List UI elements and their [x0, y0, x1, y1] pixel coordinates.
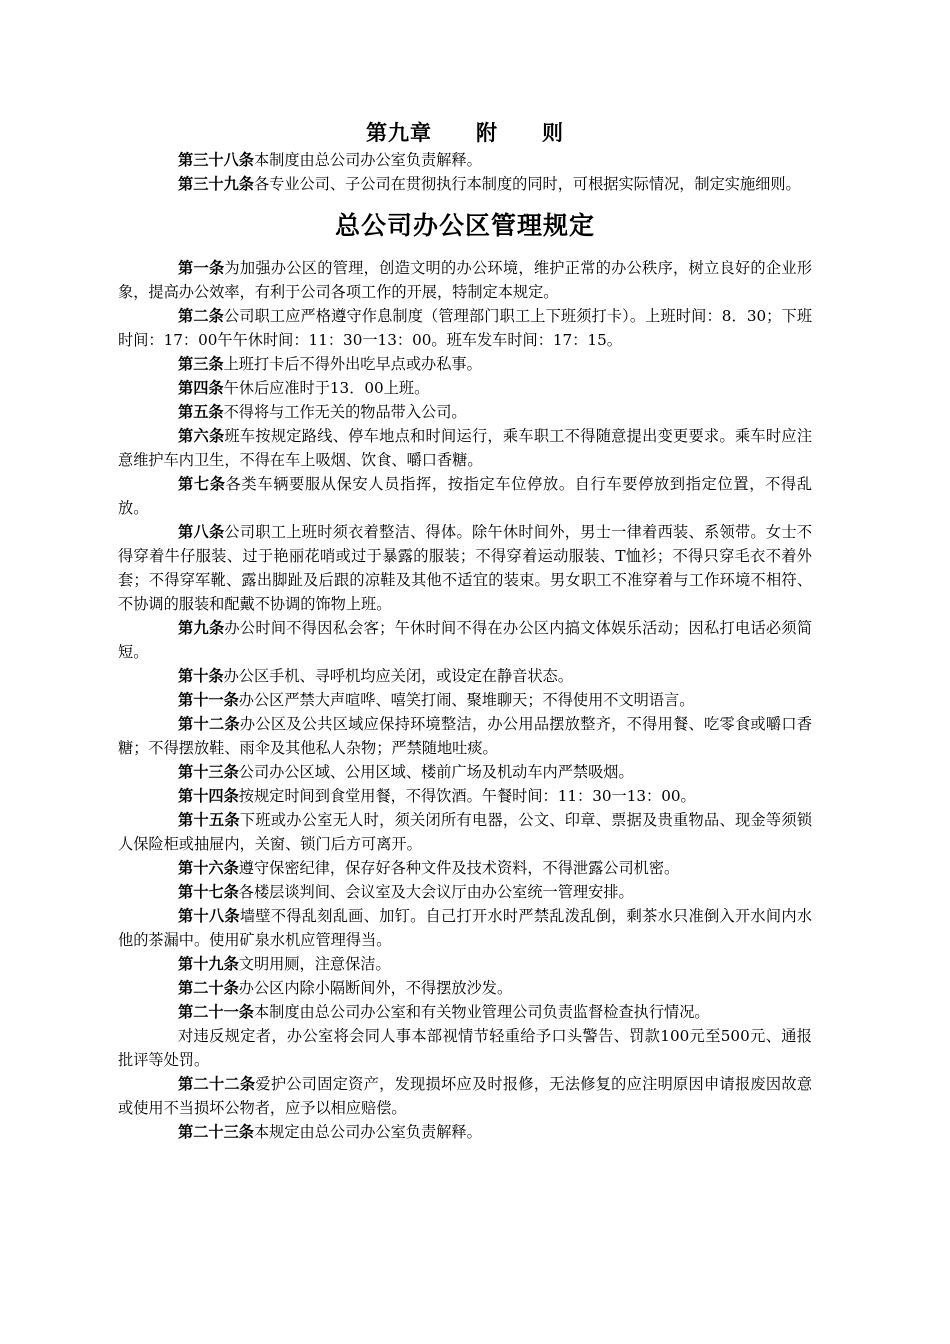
article-paragraph	[118, 952, 812, 976]
article-paragraph	[118, 424, 812, 472]
article-label: 第十五条	[178, 811, 240, 829]
article-paragraph	[118, 376, 812, 400]
article-label: 第七条	[178, 475, 226, 493]
article-text: 办公时间不得因私会客；午休时间不得在办公区内搞文体娱乐活动；因私打电话必须简短。	[118, 619, 813, 661]
article-paragraph	[118, 856, 812, 880]
article-paragraph	[118, 1120, 812, 1144]
article-paragraph	[118, 148, 812, 172]
article-text: 公司职工上班时须衣着整洁、得体。除午休时间外，男士一律着西装、系领带。女士不得穿着牛仔服装、过于艳丽花哨或过于暴露的服装；不得穿着运动服装、T恤衫；不得只穿毛衣不着外套；不得穿军靴、露出脚趾及后跟的凉鞋及其他不适宜的装束。男女职工不准穿着与工作环境不相符、不协调的服装和配戴不协调的饰物上班。	[118, 523, 813, 613]
article-paragraph	[118, 172, 812, 196]
article-text: 文明用厕，注意保洁。	[238, 955, 391, 973]
chapter-title: 第九章 附 则	[366, 121, 564, 145]
article-text: 为加强办公区的管理，创造文明的办公环境，维护正常的办公秩序，树立良好的企业形象，提高办公效率，有利于公司各项工作的开展，特制定本规定。	[118, 259, 813, 301]
article-paragraph	[118, 712, 812, 760]
article-paragraph	[118, 760, 812, 784]
article-label: 第二十三条	[178, 1123, 254, 1141]
article-label: 第三条	[178, 355, 224, 373]
article-paragraph	[118, 880, 812, 904]
article-text: 午休后应准时于13．00上班。	[223, 379, 430, 397]
article-text: 下班或办公室无人时，须关闭所有电器，公文、印章、票据及贵重物品、现金等须锁人保险柜或抽屉内，关窗、锁门后方可离开。	[118, 811, 813, 853]
article-text: 墙壁不得乱刻乱画、加钉。自己打开水时严禁乱泼乱倒，剩茶水只准倒入开水间内水他的茶漏中。使用矿泉水机应管理得当。	[118, 907, 813, 949]
article-label: 第十一条	[178, 691, 239, 709]
article-paragraph	[118, 808, 812, 856]
document-title: 总公司办公区管理规定	[334, 211, 595, 240]
article-label: 第一条	[178, 259, 225, 277]
article-paragraph	[118, 352, 812, 376]
article-text: 对违反规定者，办公室将会同人事本部视情节轻重给予口头警告、罚款100元至500元、通报批评等处罚。	[118, 1027, 812, 1069]
article-paragraph	[118, 1000, 812, 1024]
article-text: 按规定时间到食堂用餐，不得饮酒。午餐时间：11：30一13：00。	[238, 787, 696, 805]
article-paragraph	[118, 472, 812, 520]
article-label: 第六条	[178, 427, 225, 445]
article-text: 各楼层谈判间、会议室及大会议厅由办公室统一管理安排。	[238, 883, 634, 901]
article-label: 第二十二条	[178, 1075, 256, 1093]
article-label: 第十三条	[178, 763, 239, 781]
article-label: 第九条	[178, 619, 225, 637]
article-text: 班车按规定路线、停车地点和时间运行，乘车职工不得随意提出变更要求。乘车时应注意维护车内卫生，不得在车上吸烟、饮食、嚼口香糖。	[118, 427, 813, 469]
article-text: 办公区内除小隔断间外，不得摆放沙发。	[238, 979, 513, 997]
article-text: 办公区及公共区域应保持环境整洁，办公用品摆放整齐，不得用餐、吃零食或嚼口香糖；不得摆放鞋、雨伞及其他私人杂物；严禁随地吐痰。	[118, 715, 813, 757]
article-paragraph	[118, 664, 812, 688]
article-label: 第二十一条	[178, 1003, 254, 1021]
article-text: 上班打卡后不得外出吃早点或办私事。	[223, 355, 482, 373]
article-text: 公司职工应严格遵守作息制度（管理部门职工上下班须打卡）。上班时间：8．30；下班时间：17：00午午休时间：11：30一13：00。班车发车时间：17：15。	[118, 307, 813, 349]
article-text: 本制度由总公司办公室负责解释。	[253, 151, 482, 169]
article-label: 第十六条	[178, 859, 239, 877]
article-paragraph	[118, 976, 812, 1000]
article-label: 第四条	[178, 379, 224, 397]
document-page	[118, 118, 812, 1144]
article-text: 本规定由总公司办公室负责解释。	[253, 1123, 482, 1141]
article-text: 办公区手机、寻呼机均应关闭，或设定在静音状态。	[223, 667, 573, 685]
article-text: 各类车辆要服从保安人员指挥，按指定车位停放。自行车要停放到指定位置，不得乱放。	[118, 475, 813, 517]
article-text: 公司办公区域、公用区域、楼前广场及机动车内严禁吸烟。	[238, 763, 634, 781]
article-label: 第三十八条	[178, 151, 254, 169]
article-paragraph	[118, 1024, 812, 1072]
article-text: 不得将与工作无关的物品带入公司。	[223, 403, 467, 421]
article-label: 第十七条	[178, 883, 239, 901]
article-label: 第八条	[178, 523, 225, 541]
article-paragraph	[118, 520, 812, 616]
article-text: 遵守保密纪律，保存好各种文件及技术资料，不得泄露公司机密。	[238, 859, 680, 877]
article-text: 办公区严禁大声喧哗、嘻笑打闹、聚堆聊天；不得使用不文明语言。	[238, 691, 695, 709]
article-label: 第十四条	[178, 787, 239, 805]
article-label: 第十条	[178, 667, 224, 685]
article-label: 第二十条	[178, 979, 239, 997]
article-paragraph	[118, 256, 812, 304]
article-text: 本制度由总公司办公室和有关物业管理公司负责监督检查执行情况。	[253, 1003, 710, 1021]
chapter9-articles	[118, 148, 812, 196]
article-paragraph	[118, 784, 812, 808]
article-label: 第五条	[178, 403, 224, 421]
article-paragraph	[118, 1072, 812, 1120]
article-label: 第十九条	[178, 955, 239, 973]
article-label: 第二条	[178, 307, 224, 325]
article-text: 爱护公司固定资产，发现损坏应及时报修，无法修复的应注明原因申请报废因故意或使用不当损坏公物者，应予以相应赔偿。	[118, 1075, 813, 1117]
article-label: 第十二条	[178, 715, 240, 733]
article-paragraph	[118, 304, 812, 352]
article-label: 第三十九条	[178, 175, 254, 193]
article-paragraph	[118, 688, 812, 712]
article-label: 第十八条	[178, 907, 240, 925]
article-paragraph	[118, 904, 812, 952]
article-paragraph	[118, 400, 812, 424]
office-rules-articles	[118, 256, 812, 1144]
article-text: 各专业公司、子公司在贯彻执行本制度的同时，可根据实际情况，制定实施细则。	[253, 175, 801, 193]
article-paragraph	[118, 616, 812, 664]
